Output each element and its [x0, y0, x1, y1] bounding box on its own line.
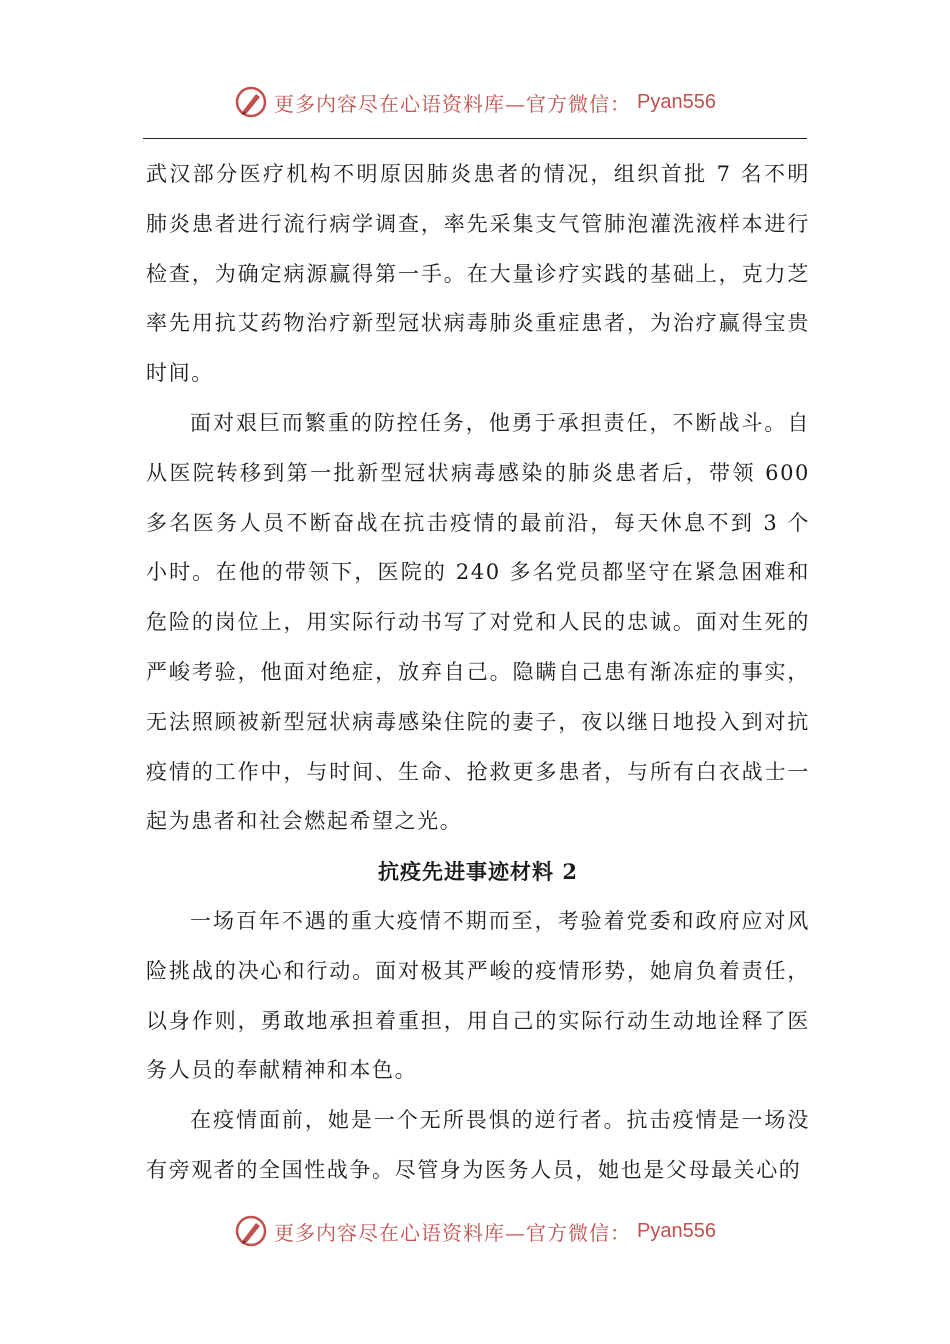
header-banner	[0, 82, 950, 122]
footer-banner-text: 更多内容尽在心语资料库—官方微信：	[274, 1220, 632, 1245]
pen-logo-icon	[234, 85, 268, 119]
paragraph-4: 在疫情面前，她是一个无所畏惧的逆行者。抗击疫情是一场没有旁观者的全国性战争。尽管身为医务人员，她也是父母最关心的	[146, 1108, 810, 1182]
header-banner-text: 更多内容尽在心语资料库—官方微信：	[274, 91, 632, 116]
header-wechat-id: Pyan556	[637, 90, 716, 113]
footer-banner	[0, 1211, 950, 1251]
section-heading: 抗疫先进事迹材料 2	[378, 859, 578, 885]
paragraph-1: 武汉部分医疗机构不明原因肺炎患者的情况，组织首批 7 名不明肺炎患者进行流行病学调查，率先采集支气管肺泡灌洗液样本进行检查，为确定病源赢得第一手。在大量诊疗实践的基础上，克力芝率先用抗艾药物治疗新型冠状病毒肺炎重症患者，为治疗赢得宝贵时间。	[146, 162, 810, 386]
pen-logo-icon	[234, 1214, 268, 1248]
document-body	[146, 150, 810, 1196]
header-divider	[143, 138, 807, 139]
paragraph-3: 一场百年不遇的重大疫情不期而至，考验着党委和政府应对风险挑战的决心和行动。面对极其严峻的疫情形势，她肩负着责任，以身作则，勇敢地承担着重担，用自己的实际行动生动地诠释了医务人员的奉献精神和本色。	[146, 908, 810, 1083]
paragraph-2: 面对艰巨而繁重的防控任务，他勇于承担责任，不断战斗。自从医院转移到第一批新型冠状病毒感染的肺炎患者后，带领 600 多名医务人员不断奋战在抗击疫情的最前沿，每天休息不到 3 个小时。在他的带领下，医院的 240 多名党员都坚守在紧急困难和危险的岗位上，用实际行动书写了对党和人民的忠诚。面对生死的严峻考验，他面对绝症，放弃自己。隐瞒自己患有渐冻症的事实，无法照顾被新型冠状病毒感染住院的妻子，夜以继日地投入到对抗疫情的工作中，与时间、生命、抢救更多患者，与所有白衣战士一起为患者和社会燃起希望之光。	[146, 410, 810, 834]
footer-wechat-id: Pyan556	[637, 1219, 716, 1242]
